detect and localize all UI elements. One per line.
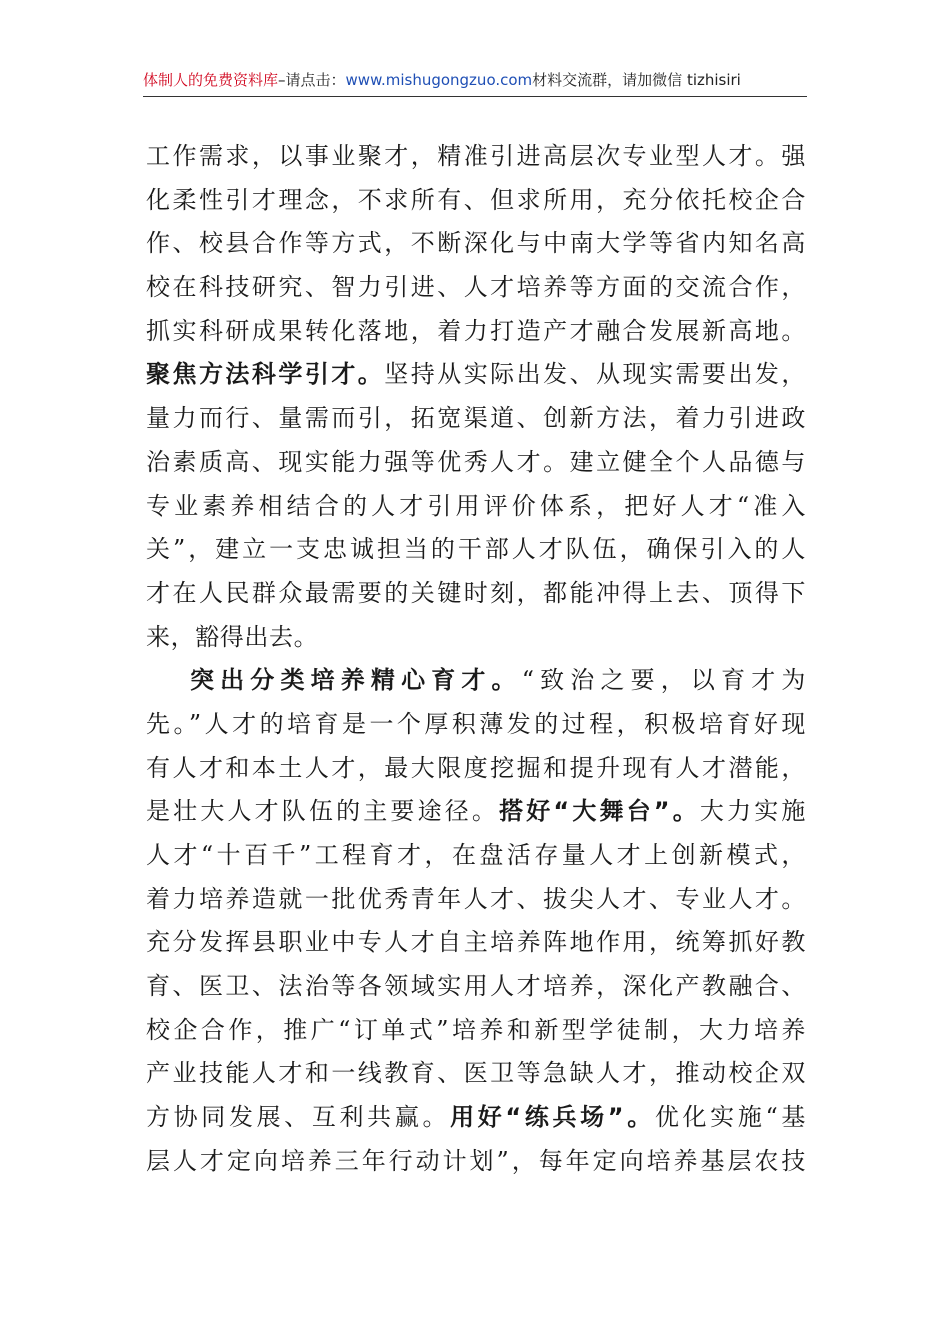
bold-heading-text: 突出分类培养精心育才。 bbox=[190, 666, 522, 695]
text-line bbox=[146, 965, 806, 1009]
header-click-prompt: –请点击： bbox=[278, 71, 346, 89]
text-line bbox=[146, 616, 806, 660]
body-text: 大力实施 bbox=[699, 797, 806, 826]
text-line bbox=[146, 834, 806, 878]
body-text: 校在科技研究、智力引进、人才培养等方面的交流合作， bbox=[146, 273, 806, 302]
text-line bbox=[146, 135, 806, 179]
body-text: 关”，建立一支忠诚担当的干部人才队伍，确保引入的人 bbox=[146, 535, 806, 564]
body-text: 产业技能人才和一线教育、医卫等急缺人才，推动校企双 bbox=[146, 1059, 806, 1088]
text-line bbox=[146, 441, 806, 485]
body-text: 才在人民群众最需要的关键时刻，都能冲得上去、顶得下 bbox=[146, 578, 806, 607]
text-line bbox=[146, 179, 806, 223]
text-line bbox=[146, 528, 806, 572]
text-line bbox=[146, 310, 806, 354]
header-wechat-note: 材料交流群，请加微信 tizhisiri bbox=[532, 71, 741, 89]
body-text: 优化实施“基 bbox=[654, 1103, 806, 1132]
text-line bbox=[146, 353, 806, 397]
body-text: 人才“十百千”工程育才，在盘活存量人才上创新模式， bbox=[146, 841, 806, 869]
body-text: “致治之要，以育才为 bbox=[521, 666, 806, 695]
body-text: 先。”人才的培育是一个厚积薄发的过程，积极培育好现 bbox=[146, 709, 806, 738]
body-text: 是壮大人才队伍的主要途径。 bbox=[146, 797, 500, 826]
text-line bbox=[146, 659, 806, 703]
text-line bbox=[146, 572, 806, 616]
body-text: 作、校县合作等方式，不断深化与中南大学等省内知名高 bbox=[146, 229, 806, 258]
text-line bbox=[146, 703, 806, 747]
text-line bbox=[146, 485, 806, 529]
text-line bbox=[146, 1096, 806, 1140]
body-text: 坚持从实际出发、从现实需要出发， bbox=[384, 360, 806, 389]
bold-heading-text: 搭好“大舞台”。 bbox=[499, 797, 700, 826]
bold-heading-text: 聚焦方法科学引才。 bbox=[146, 360, 385, 389]
body-text: 校企合作，推广“订单式”培养和新型学徒制，大力培养 bbox=[146, 1015, 806, 1044]
text-line bbox=[146, 878, 806, 922]
page-header bbox=[143, 66, 807, 97]
text-line bbox=[146, 921, 806, 965]
text-line bbox=[146, 747, 806, 791]
text-line bbox=[146, 790, 806, 834]
text-line bbox=[146, 222, 806, 266]
text-line bbox=[146, 1052, 806, 1096]
body-text: 工作需求，以事业聚才，精准引进高层次专业型人才。强 bbox=[146, 142, 806, 170]
header-link[interactable]: www.mishugongzuo.com bbox=[345, 71, 533, 89]
body-text: 层人才定向培养三年行动计划”，每年定向培养基层农技 bbox=[146, 1146, 806, 1175]
body-text: 治素质高、现实能力强等优秀人才。建立健全个人品德与 bbox=[146, 447, 806, 476]
body-text: 育、医卫、法治等各领域实用人才培养，深化产教融合、 bbox=[146, 972, 806, 1001]
bold-heading-text: 用好“练兵场”。 bbox=[450, 1103, 655, 1132]
body-text: 着力培养造就一批优秀青年人才、拔尖人才、专业人才。 bbox=[146, 884, 806, 913]
body-text: 有人才和本土人才，最大限度挖掘和提升现有人才潜能， bbox=[146, 753, 806, 782]
body-text: 化柔性引才理念，不求所有、但求所用，充分依托校企合 bbox=[146, 185, 806, 214]
body-text: 专业素养相结合的人才引用评价体系，把好人才“准入 bbox=[146, 491, 806, 520]
body-text: 抓实科研成果转化落地，着力打造产才融合发展新高地。 bbox=[146, 316, 806, 345]
text-line bbox=[146, 397, 806, 441]
body-text: 充分发挥县职业中专人才自主培养阵地作用，统筹抓好教 bbox=[146, 928, 806, 957]
body-text: 来，豁得出去。 bbox=[146, 622, 319, 651]
text-line bbox=[146, 266, 806, 310]
body-text: 方协同发展、互利共赢。 bbox=[146, 1103, 451, 1132]
header-site-name: 体制人的免费资料库 bbox=[143, 71, 279, 89]
text-line bbox=[146, 1140, 806, 1184]
document-body bbox=[146, 135, 806, 1184]
body-text: 量力而行、量需而引，拓宽渠道、创新方法，着力引进政 bbox=[146, 404, 806, 433]
text-line bbox=[146, 1009, 806, 1053]
